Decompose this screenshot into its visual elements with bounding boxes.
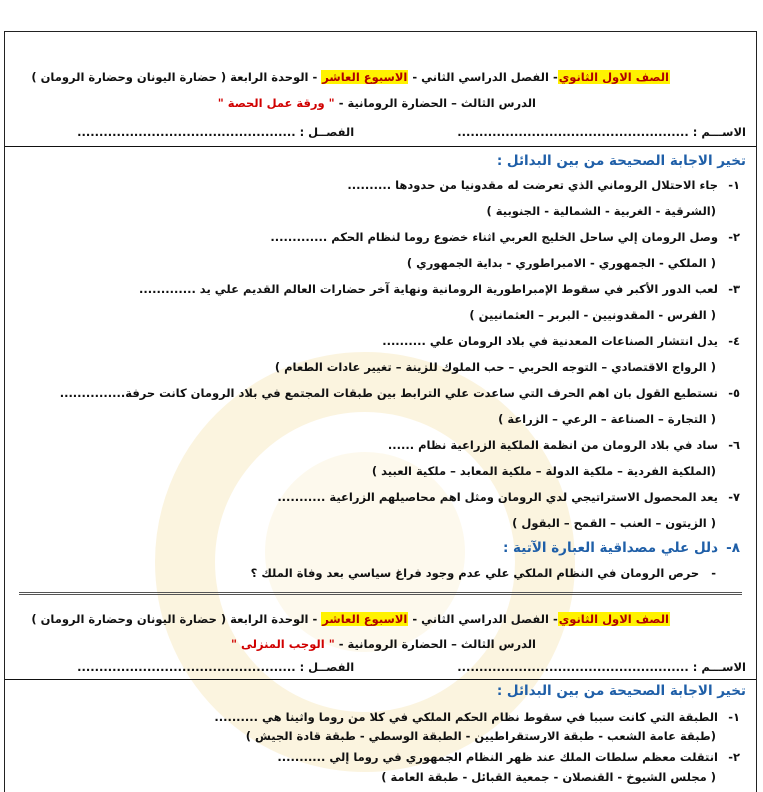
question-7: ٧-يعد المحصول الاستراتيجي لدي الرومان ومثل اهم محاصيلهم الزراعية ........... [277,490,740,504]
question-3: ٣-لعب الدور الأكبر في سقوط الإمبراطورية الرومانية ونهاية آخر حضارات العالم القديم علي يد ............. [139,282,740,296]
header1-name-line [15,125,746,139]
lesson-label: الدرس الثالث – الحضارة الرومانية - [338,96,536,110]
semester-label: - الفصل الدراسي الثاني - [412,70,558,84]
unit-label: - الوحدة الرابعة ( حضارة اليونان وحضارة الرومان ) [31,70,322,84]
choices-3: ( الفرس - المقدونيين - البربر – العثمانيين ) [469,308,716,322]
grade-label: الصف الاول الثانوي [558,70,669,84]
sheet-label: " الوجب المنزلى " [230,637,335,651]
unit-label: - الوحدة الرابعة ( حضارة اليونان وحضارة الرومان ) [31,612,322,626]
question-5: ٥-نستطيع القول بان اهم الحرف التي ساعدت علي الترابط بين طبقات المجتمع في بلاد الرومان كانت حرفة............... [59,386,740,400]
question-8-statement: - حرص الرومان في النظام الملكي علي عدم وجود فراغ سياسي بعد وفاة الملك ؟ [250,566,716,580]
question-4: ٤-يدل انتشار الصناعات المعدنية في بلاد الرومان علي .......... [382,334,740,348]
question-1: ١-جاء الاحتلال الروماني الذي تعرضت له مقدونيا من حدودها .......... [347,178,740,192]
class-field: الفصــل : .................................................. [77,125,355,139]
choices-7: ( الزيتون – العنب – القمح – البقول ) [512,516,716,530]
choices-6: (الملكية الفردية – ملكية الدولة – ملكية المعابد – ملكية العبيد ) [371,464,716,478]
week-label: الاسبوع العاشر [322,612,408,626]
header2-lesson-line [15,637,536,651]
section-separator [19,592,742,595]
header1-title-line [15,70,670,84]
hw-question-1: ١-الطبقة التي كانت سببا في سقوط نظام الحكم الملكي في كلا من روما واثينا هي .......... [214,710,740,724]
worksheet-page [4,31,757,792]
sheet-label: " ورقة عمل الحصة " [217,96,335,110]
hw-choices-2: ( مجلس الشيوخ - القنصلان - جمعية القبائل - طبقة العامة ) [381,770,716,784]
header1-lesson-line [15,96,536,110]
week-label: الاسبوع العاشر [322,70,408,84]
choices-2: ( الملكي - الجمهوري - الامبراطوري - بداية الجمهوري ) [406,256,716,270]
choices-5: ( التجارة – الصناعة – الرعي – الزراعة ) [498,412,716,426]
grade-label: الصف الاول الثانوي [558,612,669,626]
choices-1: (الشرقية - الغربية - الشمالية - الجنوبية ) [486,204,716,218]
header2-name-line [15,660,746,674]
question-8-title: ٨-دلل علي مصداقية العبارة الآتية : [502,540,740,556]
hw-question-2: ٢-انتقلت معظم سلطات الملك عند ظهر النظام الجمهوري في روما إلي ........... [277,750,740,764]
name-field: الاســـم : ..................................................... [457,125,746,139]
divider [5,679,756,680]
class-field: الفصــل : .................................................. [77,660,355,674]
divider [5,146,756,147]
header2-title-line [15,612,670,626]
hw-choices-1: (طبقة عامة الشعب - طبقة الارستقراطيين - الطبقة الوسطي - طبقة قادة الجيش ) [245,729,716,743]
lesson-label: الدرس الثالث – الحضارة الرومانية - [338,637,536,651]
choices-4: ( الرواج الاقتصادي – التوجه الحربي – حب الملوك للزينة – تغيير عادات الطعام ) [274,360,716,374]
question-2: ٢-وصل الرومان إلي ساحل الخليج العربي اثناء خضوع روما لنظام الحكم ............. [270,230,740,244]
section2-title: تخير الاجابة الصحيحة من بين البدائل : [496,683,746,699]
semester-label: - الفصل الدراسي الثاني - [412,612,558,626]
name-field: الاســـم : ..................................................... [457,660,746,674]
question-6: ٦-ساد في بلاد الرومان من انظمة الملكية الزراعية نظام ...... [387,438,740,452]
section1-title: تخير الاجابة الصحيحة من بين البدائل : [496,153,746,169]
